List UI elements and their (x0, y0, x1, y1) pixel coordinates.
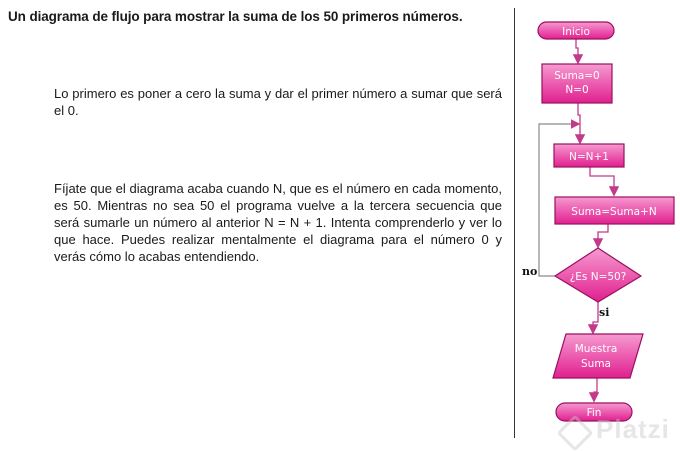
connector-decision-output (593, 302, 598, 332)
init-label-line-2: N=0 (565, 84, 589, 96)
watermark-text: Platzi (596, 414, 670, 444)
yes-branch-label: si (599, 306, 610, 319)
accumulate-label: Suma=Suma+N (571, 206, 657, 218)
end-label: Fin (586, 407, 602, 419)
output-label-line-2: Suma (581, 358, 611, 370)
connector-accumulate-decision (598, 224, 608, 246)
output-label-line-1: Muestra (574, 343, 618, 355)
start-label: Inicio (562, 26, 590, 38)
connector-start-init (576, 39, 578, 62)
accumulate-node (555, 197, 674, 224)
start-node (538, 22, 614, 39)
connector-increment-accumulate (590, 167, 614, 194)
connector-init-increment (578, 103, 580, 142)
connector-output-end (594, 378, 597, 400)
decision-label: ¿Es N=50? (569, 271, 627, 283)
init-label-line-1: Suma=0 (554, 70, 600, 82)
column-divider (514, 8, 515, 438)
output-node (553, 334, 643, 378)
init-node (542, 64, 612, 103)
document-title: Un diagrama de flujo para mostrar la suma de los 50 primeros números. (8, 9, 463, 24)
no-branch-label: no (522, 265, 538, 278)
flowchart (516, 0, 680, 448)
increment-label: N=N+1 (569, 151, 609, 163)
increment-node (554, 144, 624, 167)
decision-node (555, 248, 641, 302)
paragraph-initialization: Lo primero es poner a cero la suma y dar el primer número a sumar que será el 0. (54, 86, 502, 118)
paragraph-explanation: Fíjate que el diagrama acaba cuando N, que es el número en cada momento, es 50. Mientras no sea 50 el programa vuelve a la tercera secuencia que será sumarle un número al anterior N = N + 1. Intenta comprenderlo y ver lo que hace. Puedes realizar mentalmente el diagrama para el número 0 y verás cómo lo acabas entendiendo. (54, 181, 502, 264)
